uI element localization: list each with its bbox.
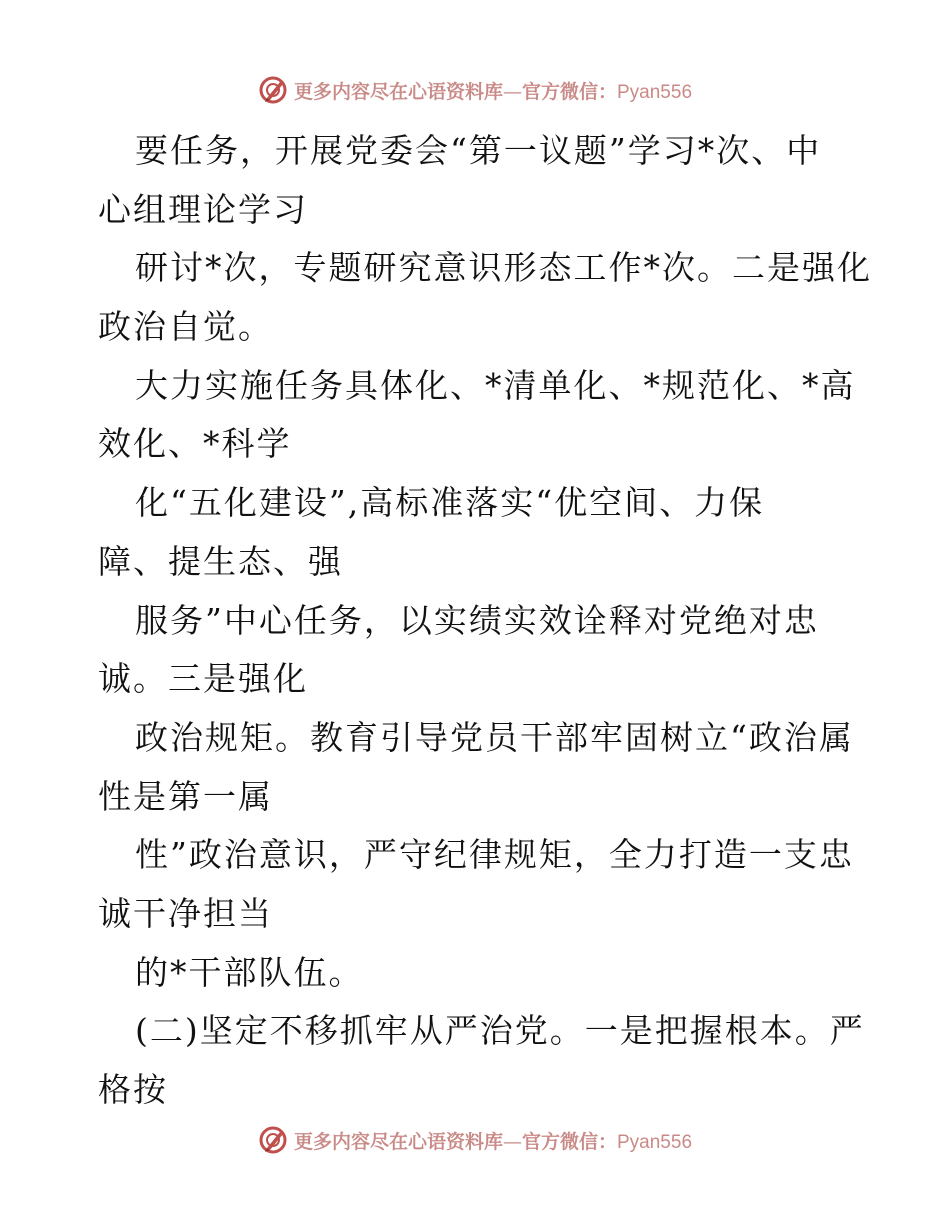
body-line: 大力实施任务具体化、*清单化、*规范化、*高 xyxy=(135,365,856,405)
footer-watermark-banner xyxy=(0,1122,950,1158)
header-watermark-banner xyxy=(0,72,950,108)
footer-contact-id: Pyan556 xyxy=(617,1131,693,1153)
body-line: 心组理论学习 xyxy=(98,189,308,229)
header-watermark-text: 更多内容尽在心语资料库—官方微信：Pyan556 xyxy=(293,80,693,103)
header-contact-id: Pyan556 xyxy=(617,81,693,103)
body-line: 政治自觉。 xyxy=(98,307,273,347)
pen-logo-icon xyxy=(258,75,288,105)
body-line: 要任务，开展党委会“第一议题”学习*次、中 xyxy=(135,131,822,170)
body-line: 性”政治意识，严守纪律规矩，全力打造一支忠 xyxy=(135,835,854,875)
body-line: 化“五化建设”,高标准落实“优空间、力保 xyxy=(135,483,765,523)
body-line: 研讨*次，专题研究意识形态工作*次。二是强化 xyxy=(135,248,872,288)
body-line: 效化、*科学 xyxy=(98,424,292,464)
body-line: 性是第一属 xyxy=(98,776,273,816)
body-line: (二)坚定不移抓牢从严治党。一是把握根本。严 xyxy=(135,1011,865,1051)
body-line: 服务”中心任务，以实绩实效诠释对党绝对忠 xyxy=(135,600,819,640)
pen-logo-icon xyxy=(258,1125,288,1155)
body-line: 诚。三是强化 xyxy=(98,659,308,699)
body-line: 政治规矩。教育引导党员干部牢固树立“政治属 xyxy=(135,717,854,757)
body-line: 障、提生态、强 xyxy=(98,541,343,581)
body-line: 格按 xyxy=(98,1070,168,1109)
body-line: 的*干部队伍。 xyxy=(135,952,364,992)
footer-watermark-text: 更多内容尽在心语资料库—官方微信：Pyan556 xyxy=(293,1130,693,1153)
body-line: 诚干净担当 xyxy=(98,893,273,933)
document-body xyxy=(98,122,872,1120)
